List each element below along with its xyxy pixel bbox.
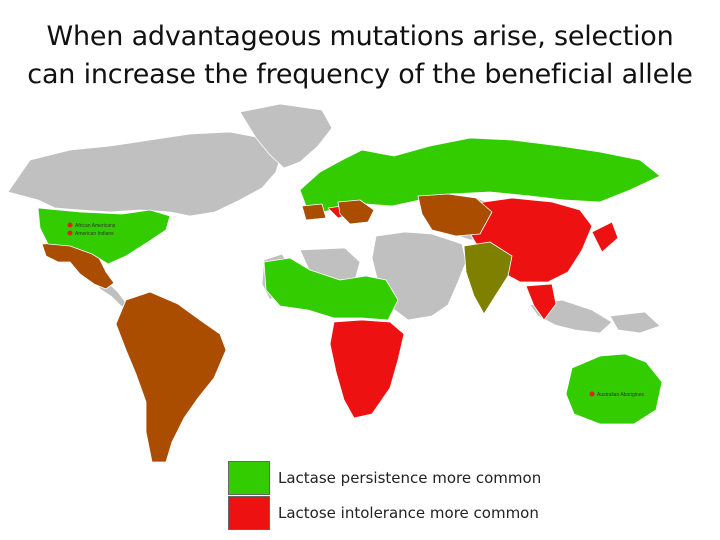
australia (566, 354, 662, 424)
title-line-1: When advantageous mutations arise, selection (46, 21, 674, 52)
label-african-americans: African Americans (75, 223, 116, 229)
india-region (464, 242, 512, 314)
annotation-australia (590, 392, 645, 399)
latin-america-regions (42, 242, 226, 462)
legend-swatch-green (228, 461, 270, 495)
south-america (116, 292, 226, 462)
map-marker (68, 223, 73, 228)
legend-label: Lactase persistence more common (278, 469, 542, 487)
southern-africa (330, 320, 404, 418)
spain (302, 204, 326, 220)
india (464, 242, 512, 314)
japan (592, 222, 618, 252)
map-marker (590, 392, 595, 397)
title-line-2: can increase the frequency of the beneficial allele (27, 59, 693, 90)
canada-alaska (8, 132, 282, 216)
label-australian-aborigines: Australian Aborigines (597, 392, 644, 398)
legend-swatch-red (228, 496, 270, 530)
new-guinea (610, 312, 660, 333)
legend-label: Lactose intolerance more common (278, 504, 539, 522)
label-american-indians: American Indians (75, 231, 114, 237)
map-marker (68, 231, 73, 236)
